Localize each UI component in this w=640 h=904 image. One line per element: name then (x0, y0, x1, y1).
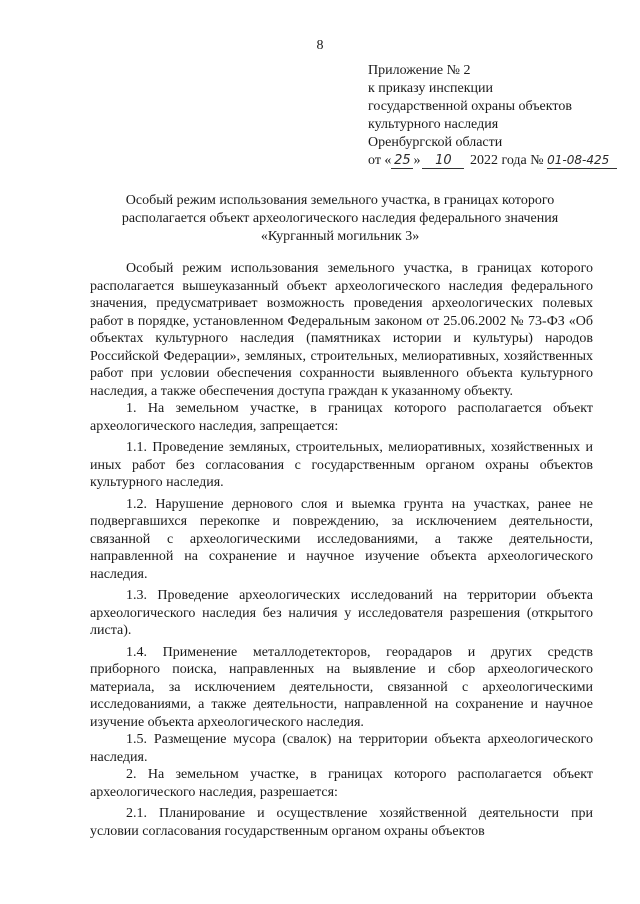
paragraph-2: 2. На земельном участке, в границах которого располагается объект археологического наследия, разрешается: (90, 767, 593, 800)
document-body (90, 260, 593, 840)
annex-line: государственной охраны объектов (368, 99, 572, 114)
annex-header (368, 62, 628, 170)
handwritten-day: 25 (391, 153, 413, 169)
paragraph-1-2: 1.2. Нарушение дернового слоя и выемка грунта на участках, ранее не подвергавшихся перекопке и повреждению, за исключением деятельности, связанной с археологическими исследованиями, а также деятельности, направленной на сохранение и научное изучение объекта археологического наследия. (90, 496, 593, 582)
paragraph-intro: Особый режим использования земельного участка, в границах которого располагается вышеуказанный объект археологического наследия федерального значения, предусматривает возможность проведения археологических полевых работ в порядке, установленном Федеральным законом от 25.06.2002 № 73-ФЗ «Об объектах культурного наследия (памятниках истории и культуры) народов Российской Федерации», земляных, строительных, мелиоративных, хозяйственных работ при условии обеспечения сохранности выявленного объекта культурного наследия, а также обеспечения доступа граждан к указанному объекту. (90, 261, 593, 399)
paragraph-1-3: 1.3. Проведение археологических исследований на территории объекта археологического наследия без наличия у исследователя разрешения (открытого листа). (90, 588, 593, 638)
paragraph-1-4: 1.4. Применение металлодетекторов, георадаров и других средств приборного поиска, направленных на выявление и сбор археологического материала, за исключением деятельности, связанной с археологическими исследованиями, а также деятельности, направленной на сохранение и научное изучение объекта археологического наследия. (90, 644, 593, 730)
document-title: Особый режим использования земельного участка, в границах которого располагается объект археологического наследия федерального значения «Курганный могильник 3» (121, 193, 559, 244)
page-number: 8 (316, 38, 324, 53)
annex-line: культурного наследия (368, 117, 499, 132)
annex-line: Приложение № 2 (368, 63, 471, 78)
date-prefix: от « (368, 153, 392, 168)
annex-line: к приказу инспекции (368, 81, 494, 96)
date-year: 2022 года № (469, 153, 544, 168)
handwritten-month: 10 (422, 153, 464, 169)
handwritten-doc-number: 01-08-425 (547, 153, 617, 169)
paragraph-1-5: 1.5. Размещение мусора (свалок) на территории объекта археологического наследия. (90, 732, 593, 765)
paragraph-1: 1. На земельном участке, в границах которого располагается объект археологического наследия, запрещается: (90, 401, 593, 434)
paragraph-1-1: 1.1. Проведение земляных, строительных, мелиоративных, хозяйственных и иных работ без согласования с государственным органом охраны объектов культурного наследия. (90, 440, 593, 490)
paragraph-2-1: 2.1. Планирование и осуществление хозяйственной деятельности при условии согласования государственным органом охраны объектов (90, 806, 593, 839)
annex-date-line (368, 152, 628, 170)
annex-line: Оренбургской области (368, 135, 503, 150)
date-quote-close: » (413, 153, 421, 168)
